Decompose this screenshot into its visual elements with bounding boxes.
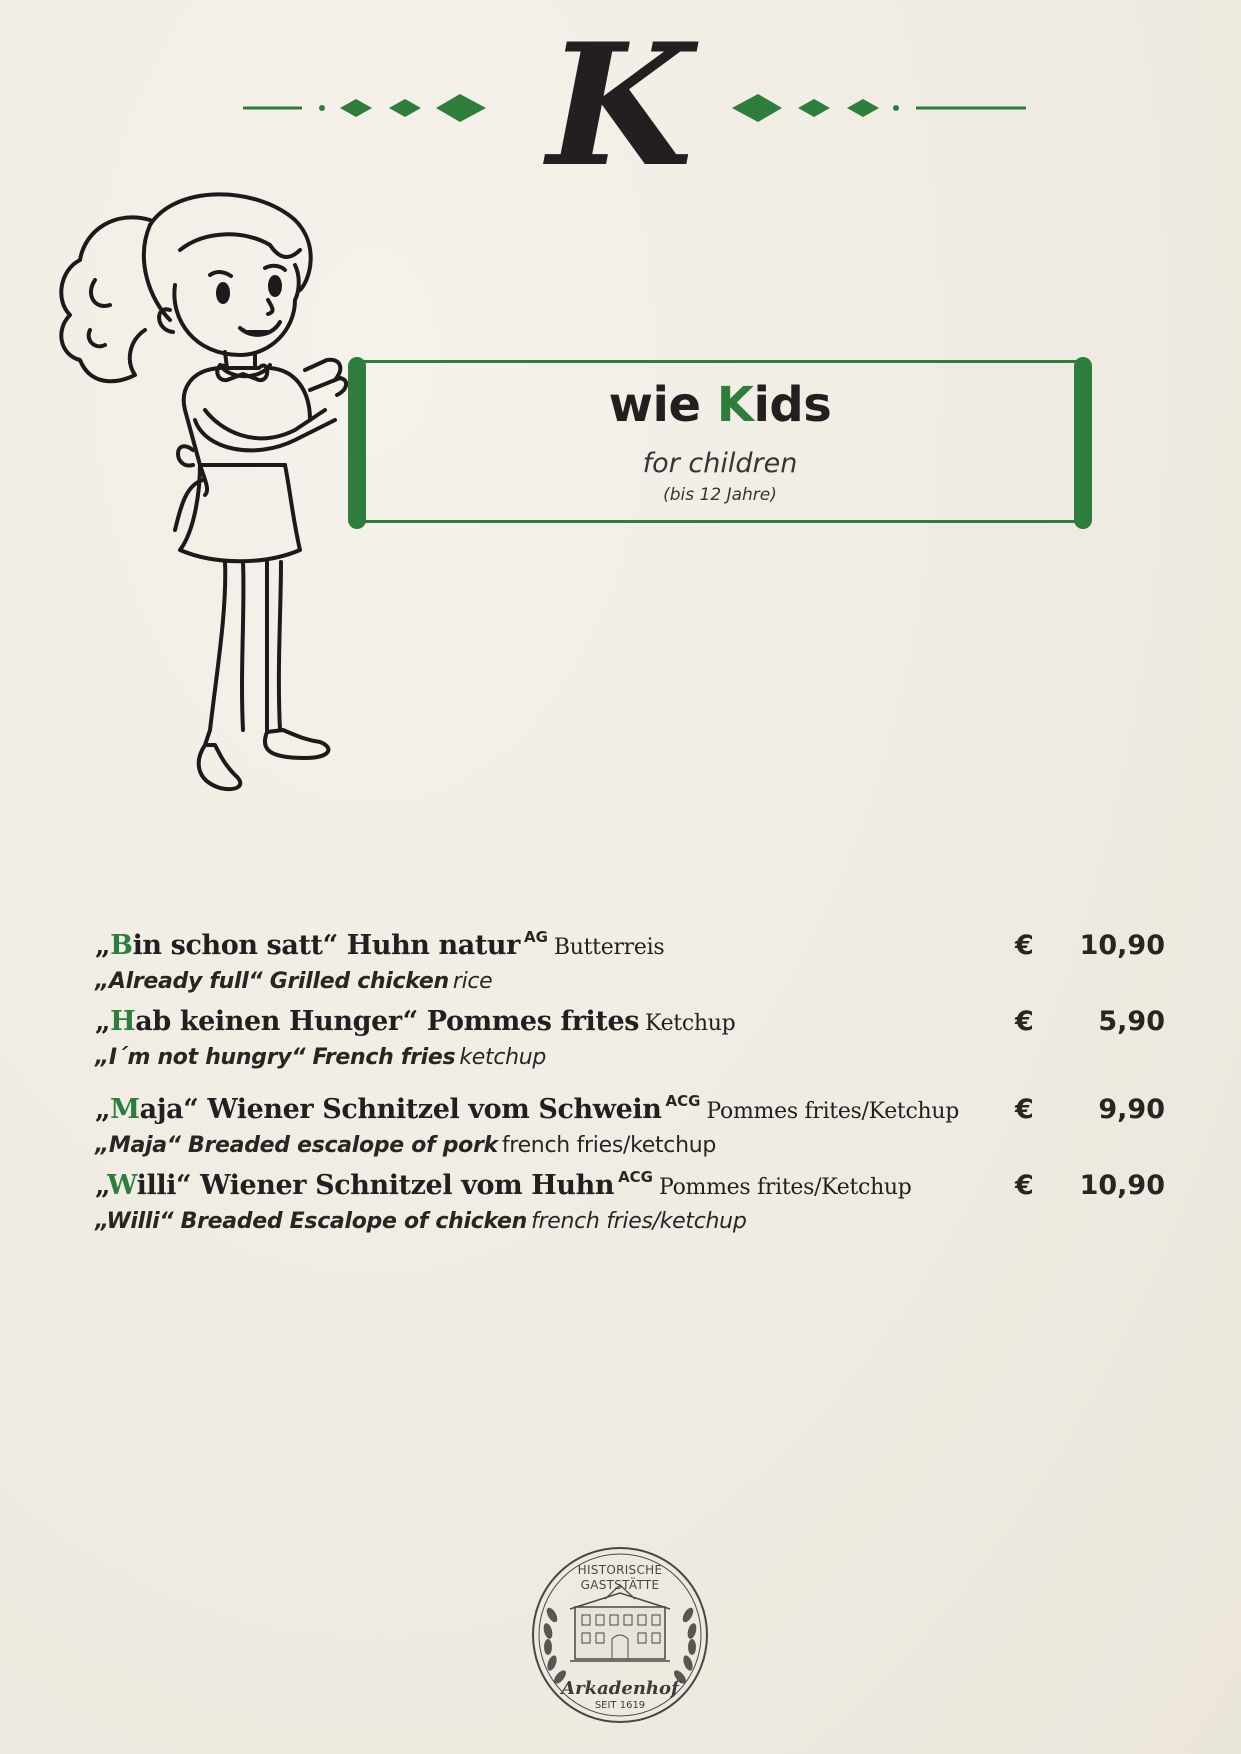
seal-since: SEIT 1619 — [594, 1700, 646, 1711]
seal-line-1: HISTORISCHE — [577, 1563, 663, 1577]
translation-side: rice — [452, 969, 493, 994]
currency-symbol: € — [1015, 930, 1034, 961]
allergen-codes: ACG — [665, 1092, 701, 1110]
section-title-prefix: wie — [608, 377, 717, 433]
menu-item-name-rest: aja“ Wiener Schnitzel vom Schwein — [139, 1094, 662, 1125]
menu-item — [95, 1089, 1165, 1165]
menu-item-name-line — [95, 1001, 1165, 1043]
menu-item-name-rest: in schon satt“ Huhn natur — [132, 930, 520, 961]
price-cell — [1015, 1089, 1165, 1131]
seal-header-text — [530, 1563, 710, 1593]
translation-name: „Already full“ Grilled chicken — [95, 969, 449, 994]
restaurant-seal-logo — [530, 1545, 710, 1725]
section-subtitle: for children — [642, 448, 798, 479]
menu-item-side: Ketchup — [645, 1011, 736, 1036]
seal-name: Arkadenhof — [561, 1678, 679, 1699]
section-title — [350, 377, 1090, 433]
section-age-note: (bis 12 Jahre) — [663, 485, 777, 505]
menu-item-price: 10,90 — [1079, 1170, 1165, 1201]
quote-open: „ — [95, 1006, 111, 1037]
quote-open: „ — [95, 1170, 108, 1201]
price-cell — [1015, 925, 1165, 967]
allergen-codes: ACG — [618, 1168, 653, 1186]
menu-item-name-rest: ab keinen Hunger“ Pommes frites — [135, 1006, 640, 1037]
menu-item — [95, 1001, 1165, 1077]
price-cell — [1015, 1001, 1165, 1043]
menu-item-price: 10,90 — [1079, 930, 1165, 961]
menu-item-translation — [95, 967, 1165, 1001]
menu-spacer — [95, 1077, 1165, 1089]
translation-side: french fries/ketchup — [531, 1209, 747, 1234]
quote-open: „ — [95, 1094, 111, 1125]
section-banner — [350, 360, 1090, 523]
section-title-rest: ids — [753, 377, 832, 433]
menu-item-name — [95, 1094, 661, 1125]
menu-item-name-rest: illi“ Wiener Schnitzel vom Huhn — [136, 1170, 615, 1201]
menu-item-name-line — [95, 1165, 1165, 1207]
menu-item — [95, 925, 1165, 1001]
seal-line-2: GASTSTÄTTE — [580, 1578, 660, 1592]
menu-item-side: Butterreis — [553, 935, 665, 960]
currency-symbol: € — [1015, 1094, 1034, 1125]
menu-item-translation — [95, 1043, 1165, 1077]
translation-name: „Willi“ Breaded Escalope of chicken — [95, 1209, 528, 1234]
menu-item-translation — [95, 1131, 1165, 1165]
currency-symbol: € — [1015, 1170, 1034, 1201]
menu-item-initial: M — [110, 1094, 140, 1125]
menu-item-name-line — [95, 1089, 1165, 1131]
menu-item-translation — [95, 1207, 1165, 1241]
menu-item-initial: W — [107, 1170, 137, 1201]
translation-side: french fries/ketchup — [501, 1133, 717, 1158]
menu-list — [95, 925, 1165, 1241]
menu-item — [95, 1165, 1165, 1241]
allergen-codes: AG — [523, 928, 548, 946]
quote-open: „ — [95, 930, 111, 961]
menu-item-initial: B — [110, 930, 133, 961]
translation-name: „Maja“ Breaded escalope of pork — [95, 1133, 498, 1158]
menu-item-name — [95, 1170, 614, 1201]
price-cell — [1015, 1165, 1165, 1207]
menu-item-price: 5,90 — [1098, 1006, 1165, 1037]
section-title-initial: K — [716, 377, 754, 433]
menu-item-name — [95, 1006, 639, 1037]
translation-name: „I´m not hungry“ French fries — [95, 1045, 456, 1070]
menu-item-name — [95, 930, 520, 961]
menu-item-name-line — [95, 925, 1165, 967]
menu-item-initial: H — [110, 1006, 136, 1037]
menu-item-side: Pommes frites/Ketchup — [659, 1175, 912, 1200]
currency-symbol: € — [1015, 1006, 1034, 1037]
translation-side: ketchup — [459, 1045, 547, 1070]
girl-illustration — [55, 190, 385, 880]
section-initial-k: K — [546, 6, 693, 204]
menu-item-price: 9,90 — [1098, 1094, 1165, 1125]
menu-item-side: Pommes frites/Ketchup — [706, 1099, 960, 1124]
